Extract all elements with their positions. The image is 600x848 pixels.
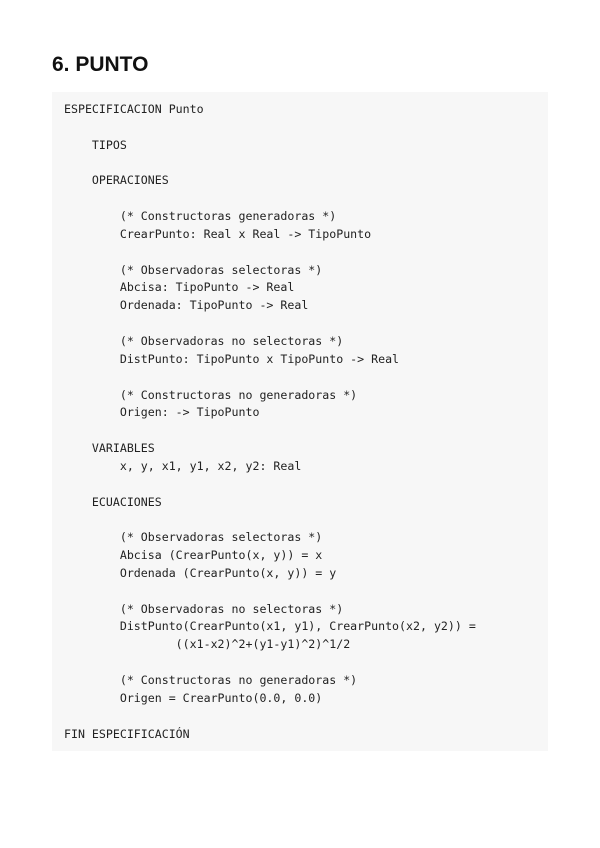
code-line: VARIABLES — [64, 441, 155, 456]
code-line: x, y, x1, y1, x2, y2: Real — [64, 458, 302, 473]
code-line — [64, 583, 476, 601]
code-line — [64, 511, 476, 529]
code-line: (* Observadoras no selectoras *) — [64, 601, 344, 616]
code-line: OPERACIONES — [64, 173, 169, 188]
code-block — [52, 92, 548, 751]
code-line — [64, 155, 476, 173]
code-listing — [64, 101, 476, 743]
code-line — [64, 422, 476, 440]
code-line: ECUACIONES — [64, 494, 162, 509]
code-line: DistPunto(CrearPunto(x1, y1), CrearPunto(x2, y2)) = — [64, 619, 476, 634]
code-line: TIPOS — [64, 137, 127, 152]
code-line: DistPunto: TipoPunto x TipoPunto -> Real — [64, 351, 400, 366]
code-line — [64, 119, 476, 137]
code-line: (* Observadoras selectoras *) — [64, 262, 323, 277]
code-line: ((x1-x2)^2+(y1-y1)^2)^1/2 — [64, 637, 351, 652]
code-line: CrearPunto: Real x Real -> TipoPunto — [64, 226, 372, 241]
code-line: ESPECIFICACION Punto — [64, 102, 204, 116]
code-line — [64, 315, 476, 333]
code-line: FIN ESPECIFICACIÓN — [64, 726, 190, 741]
section-heading: 6. PUNTO — [52, 53, 149, 76]
code-line — [64, 476, 476, 494]
code-line: Abcisa: TipoPunto -> Real — [64, 280, 295, 295]
code-line: (* Constructoras generadoras *) — [64, 209, 337, 224]
code-line: (* Constructoras no generadoras *) — [64, 387, 358, 402]
code-line: (* Observadoras selectoras *) — [64, 530, 323, 545]
code-line: Origen: -> TipoPunto — [64, 405, 260, 420]
code-line: Ordenada: TipoPunto -> Real — [64, 298, 309, 313]
code-line: (* Constructoras no generadoras *) — [64, 673, 358, 687]
code-line — [64, 654, 476, 672]
code-line — [64, 369, 476, 387]
code-line: (* Observadoras no selectoras *) — [64, 333, 344, 348]
code-line: Origen = CrearPunto(0.0, 0.0) — [64, 690, 323, 705]
code-line: Ordenada (CrearPunto(x, y)) = y — [64, 565, 337, 580]
code-line — [64, 244, 476, 262]
code-line — [64, 190, 476, 208]
code-line: Abcisa (CrearPunto(x, y)) = x — [64, 548, 323, 563]
code-line — [64, 708, 476, 726]
